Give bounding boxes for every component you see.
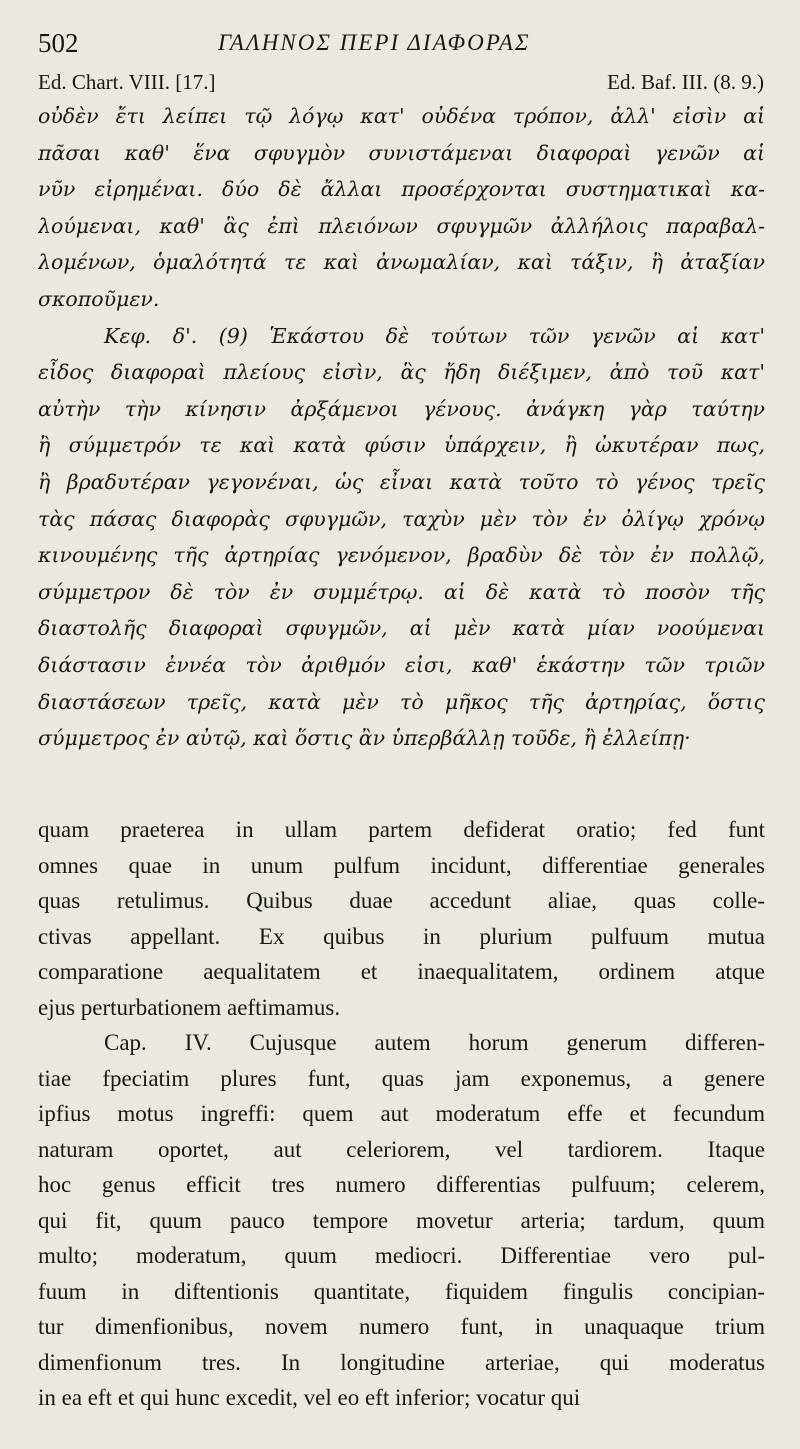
latin-text-line: multo; moderatum, quum mediocri. Differentiae vero pul-: [38, 1243, 765, 1268]
greek-text-line: οὐδὲν ἔτι λείπει τῷ λόγῳ κατ' οὐδένα τρόπον, ἀλλ' εἰσὶν αἱ: [38, 104, 765, 128]
latin-text-line: omnes quae in unum pulfum incidunt, differentiae generales: [38, 852, 765, 878]
running-title: ΓΑΛΗΝΟΣ ΠΕΡΙ ΔΙΑΦΟΡΑΣ: [218, 30, 531, 55]
latin-text-line: hoc genus efficit tres numero differentias pulfuum; celerem,: [38, 1172, 765, 1197]
greek-text-line: διάστασιν ἐννέα τὸν ἀριθμόν εἰσι, καθ' ἑκάστην τῶν τριῶν: [38, 652, 765, 677]
latin-text-line: naturam oportet, aut celeriorem, vel tardiorem. Itaque: [38, 1136, 765, 1162]
greek-text-line: εἶδος διαφοραὶ πλείους εἰσὶν, ἃς ἤδη διέξιμεν, ἀπὸ τοῦ κατ': [38, 360, 765, 385]
latin-text-block: [38, 812, 765, 1416]
latin-text-line: comparatione aequalitatem et inaequalitatem, ordinem atque: [38, 959, 765, 984]
greek-text-line: ἢ σύμμετρόν τε καὶ κατὰ φύσιν ὑπάρχειν, ἢ ὠκυτέραν πως,: [38, 433, 765, 458]
latin-text-line: fuum in diftentionis quantitate, fiquidem fingulis concipian-: [38, 1278, 765, 1304]
greek-text-line: αὐτὴν τὴν κίνησιν ἀρξάμενοι γένους. ἀνάγκη γὰρ ταύτην: [38, 396, 765, 421]
greek-text-line: διαστολῆς διαφοραὶ σφυγμῶν, αἱ μὲν κατὰ μίαν νοούμεναι: [38, 616, 765, 641]
greek-text-line: λομένων, ὁμαλότητά τε καὶ ἀνωμαλίαν, καὶ τάξιν, ἢ ἀταξίαν: [38, 250, 765, 275]
latin-text-line: ipfius motus ingreffi: quem aut moderatum effe et fecundum: [38, 1101, 765, 1126]
edition-ref-right: Ed. Baf. III. (8. 9.): [607, 70, 764, 94]
latin-text-line: qui fit, quum pauco tempore movetur arteria; tardum, quum: [38, 1207, 765, 1233]
greek-text-line: σύμμετρον δὲ τὸν ἐν συμμέτρῳ. αἱ δὲ κατὰ τὸ ποσὸν τῆς: [38, 579, 765, 604]
greek-text-line: ἢ βραδυτέραν γεγονέναι, ὡς εἶναι κατὰ τοῦτο τὸ γένος τρεῖς: [38, 469, 765, 494]
latin-text-line: quas retulimus. Quibus duae accedunt aliae, quas colle-: [38, 888, 765, 913]
greek-text-line: νῦν εἰρημέναι. δύο δὲ ἄλλαι προσέρχονται συστηματικαὶ κα-: [38, 177, 765, 202]
edition-ref-left: Ed. Chart. VIII. [17.]: [38, 70, 216, 94]
latin-text-line: dimenfionum tres. In longitudine arteriae, qui moderatus: [38, 1349, 765, 1375]
page-header: [38, 28, 764, 62]
greek-text-line: σκοποῦμεν.: [38, 286, 160, 311]
latin-text-line: ejus perturbationem aeftimamus.: [38, 994, 341, 1020]
greek-text-block: [38, 98, 765, 757]
latin-text-line: ctivas appellant. Ex quibus in plurium pulfuum mutua: [38, 923, 765, 949]
latin-text-line: tiae fpeciatim plures funt, quas jam exponemus, a genere: [38, 1065, 765, 1091]
edition-reference: [38, 70, 764, 100]
latin-text-line: quam praeterea in ullam partem defiderat oratio; fed funt: [38, 817, 765, 842]
page-number: 502: [38, 28, 79, 58]
greek-text-line: Κεφ. δ'. (9) Ἑκάστου δὲ τούτων τῶν γενῶν αἱ κατ': [104, 323, 765, 348]
latin-text-line: Cap. IV. Cujusque autem horum generum differen-: [104, 1030, 765, 1055]
latin-text-line: in ea eft et qui hunc excedit, vel eo eft inferior; vocatur qui: [38, 1385, 581, 1410]
greek-text-line: λούμεναι, καθ' ἃς ἐπὶ πλειόνων σφυγμῶν ἀλλήλοις παραβαλ-: [38, 213, 765, 238]
greek-text-line: τὰς πάσας διαφορὰς σφυγμῶν, ταχὺν μὲν τὸν ἐν ὀλίγῳ χρόνῳ: [38, 506, 765, 531]
greek-text-line: σύμμετρος ἐν αὐτῷ, καὶ ὅστις ἂν ὑπερβάλλῃ τοῦδε, ἢ ἐλλείπῃ·: [38, 726, 691, 751]
greek-text-line: πᾶσαι καθ' ἕνα σφυγμὸν συνιστάμεναι διαφοραὶ γενῶν αἱ: [38, 140, 765, 165]
greek-text-line: κινουμένης τῆς ἀρτηρίας γενόμενον, βραδὺν δὲ τὸν ἐν πολλῷ,: [38, 543, 765, 568]
latin-text-line: tur dimenfionibus, novem numero funt, in unaquaque trium: [38, 1314, 765, 1339]
greek-text-line: διαστάσεων τρεῖς, κατὰ μὲν τὸ μῆκος τῆς ἀρτηρίας, ὅστις: [38, 689, 765, 714]
